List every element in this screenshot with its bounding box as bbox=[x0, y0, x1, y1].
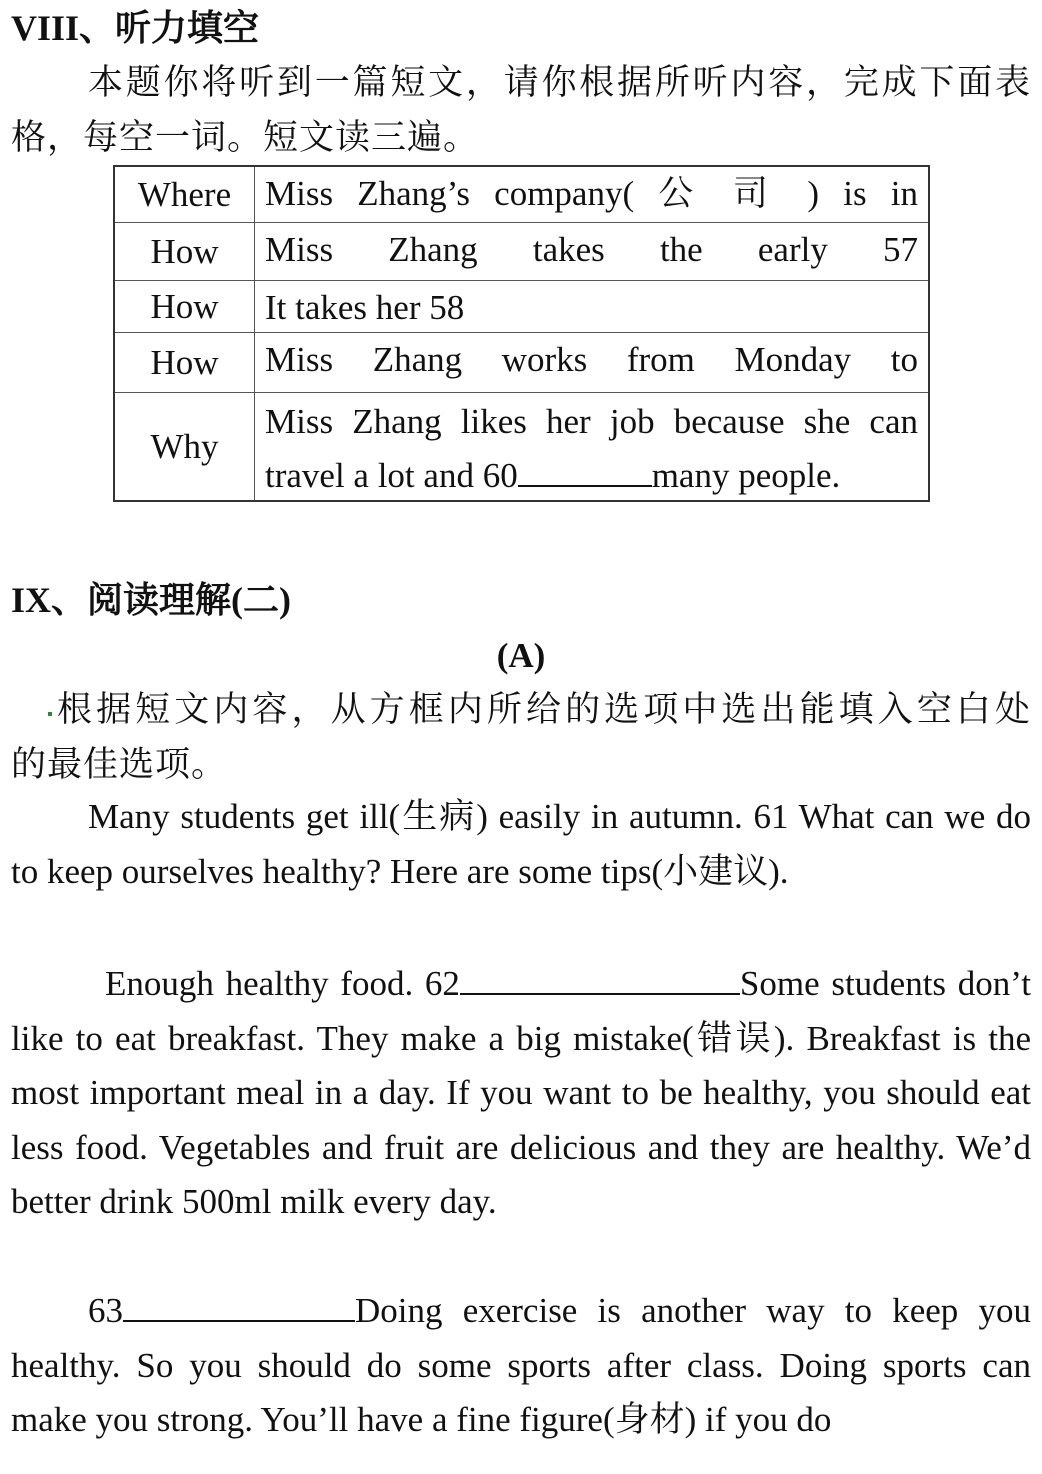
answer-cell: Miss Zhang takes the early 57 bbox=[265, 230, 918, 269]
question-cell: How bbox=[115, 281, 255, 332]
question-cell: Where bbox=[115, 167, 255, 222]
answer-blank bbox=[518, 455, 652, 487]
instruction-line-1: 根据短文内容，从方框内所给的选项中选出能填入空白处 bbox=[57, 690, 1031, 729]
answer-line-2 bbox=[265, 449, 918, 500]
instruction-line-1: 本题你将听到一篇短文，请你根据所听内容，完成下面表 bbox=[88, 63, 1031, 102]
question-cell: How bbox=[115, 333, 255, 392]
answer-line-2-post: many people. bbox=[651, 456, 841, 495]
table-row bbox=[115, 393, 928, 500]
question-cell: Why bbox=[115, 393, 255, 500]
paragraph-2 bbox=[11, 957, 1031, 1230]
section-8-title: VIII、听力填空 bbox=[11, 8, 260, 48]
answer-cell: It takes her 58 bbox=[265, 288, 465, 327]
answer-blank bbox=[123, 1290, 355, 1322]
instruction-line-2: 的最佳选项。 bbox=[11, 744, 228, 784]
answer-line-1: Miss Zhang likes her job because she can bbox=[265, 402, 918, 441]
section-8-instructions bbox=[11, 56, 1031, 165]
answer-cell: Miss Zhang works from Monday to bbox=[265, 340, 918, 379]
paragraph-3-pre: 63 bbox=[88, 1291, 123, 1330]
passage-label: (A) bbox=[496, 636, 546, 675]
question-cell: How bbox=[115, 223, 255, 280]
paragraph-1: Many students get ill(生病) easily in autumn. 61 What can we do to keep ourselves healthy? Here are some tips(小建议). bbox=[11, 797, 1031, 891]
paragraph-2-pre: Enough healthy food. 62 bbox=[105, 964, 460, 1003]
section-9-title: IX、阅读理解(二) bbox=[11, 580, 291, 620]
table-row bbox=[115, 333, 928, 393]
paragraph-2-post: Some students don’t like to eat breakfast. They make a big mistake(错误). Breakfast is the most important meal in a day. If you want to be healthy, you should eat less food. Vegetables and fruit are delicious and they are healthy. We’d better drink 500ml milk every day. bbox=[11, 964, 1031, 1221]
answer-line-2-pre: travel a lot and 60 bbox=[265, 456, 518, 495]
answer-blank bbox=[460, 963, 740, 995]
paragraph-3 bbox=[11, 1284, 1031, 1448]
section-9-instructions bbox=[11, 683, 1031, 792]
answer-cell bbox=[265, 395, 918, 500]
listening-table bbox=[113, 165, 930, 502]
answer-cell: Miss Zhang’s company( 公 司 ) is in bbox=[265, 174, 918, 213]
table-row bbox=[115, 167, 928, 223]
instruction-line-2: 格，每空一词。短文读三遍。 bbox=[11, 117, 480, 157]
table-row bbox=[115, 281, 928, 333]
table-row bbox=[115, 223, 928, 281]
paragraph-3-post: Doing exercise is another way to keep you healthy. So you should do some sports after class. Doing sports can make you strong. You’ll have a fine figure(身材) if you do bbox=[11, 1291, 1031, 1439]
